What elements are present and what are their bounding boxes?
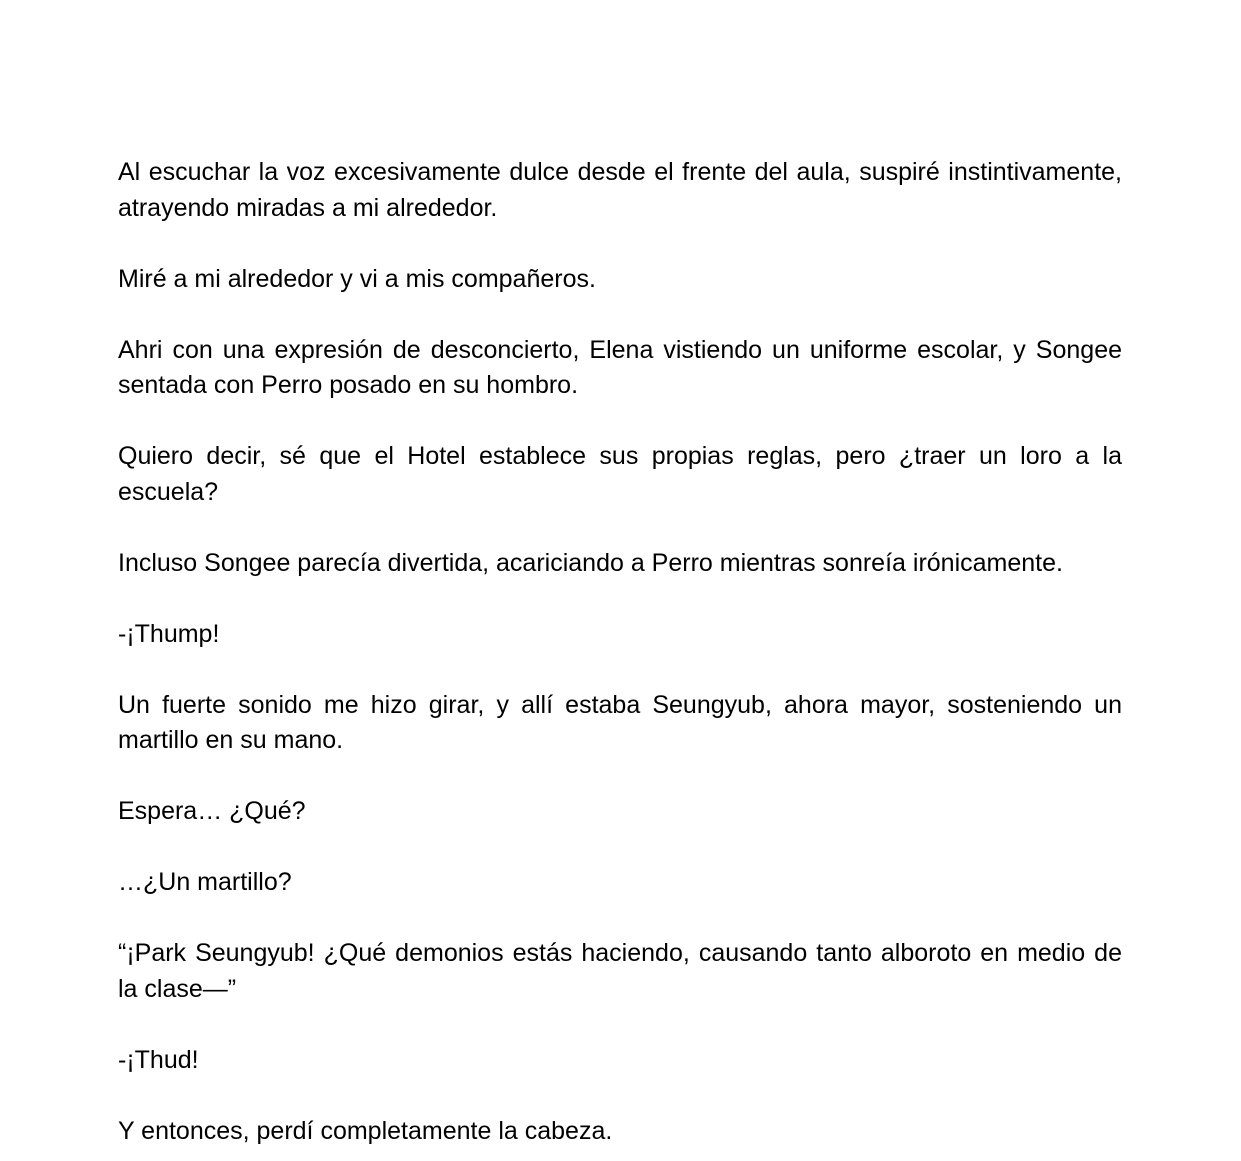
paragraph: “¡Park Seungyub! ¿Qué demonios estás haciendo, causando tanto alboroto en medio de la clase—”: [118, 939, 1122, 1003]
paragraph: Quiero decir, sé que el Hotel establece sus propias reglas, pero ¿traer un loro a la escuela?: [118, 442, 1122, 506]
paragraph: -¡Thud!: [118, 1045, 199, 1074]
paragraph: Espera… ¿Qué?: [118, 797, 306, 825]
paragraph: …¿Un martillo?: [118, 868, 292, 896]
paragraph: Miré a mi alrededor y vi a mis compañeros.: [118, 264, 596, 293]
paragraph: Al escuchar la voz excesivamente dulce desde el frente del aula, suspiré instintivamente, atrayendo miradas a mi alrededor.: [118, 158, 1122, 222]
paragraph: Y entonces, perdí completamente la cabeza.: [118, 1116, 613, 1145]
paragraph: -¡Thump!: [118, 619, 220, 648]
paragraph: Incluso Songee parecía divertida, acariciando a Perro mientras sonreía irónicamente.: [118, 548, 1063, 577]
paragraph: Un fuerte sonido me hizo girar, y allí estaba Seungyub, ahora mayor, sosteniendo un martillo en su mano.: [118, 690, 1122, 754]
document-page: [118, 155, 1122, 1149]
paragraph: Ahri con una expresión de desconcierto, Elena vistiendo un uniforme escolar, y Songee sentada con Perro posado en su hombro.: [118, 335, 1122, 399]
